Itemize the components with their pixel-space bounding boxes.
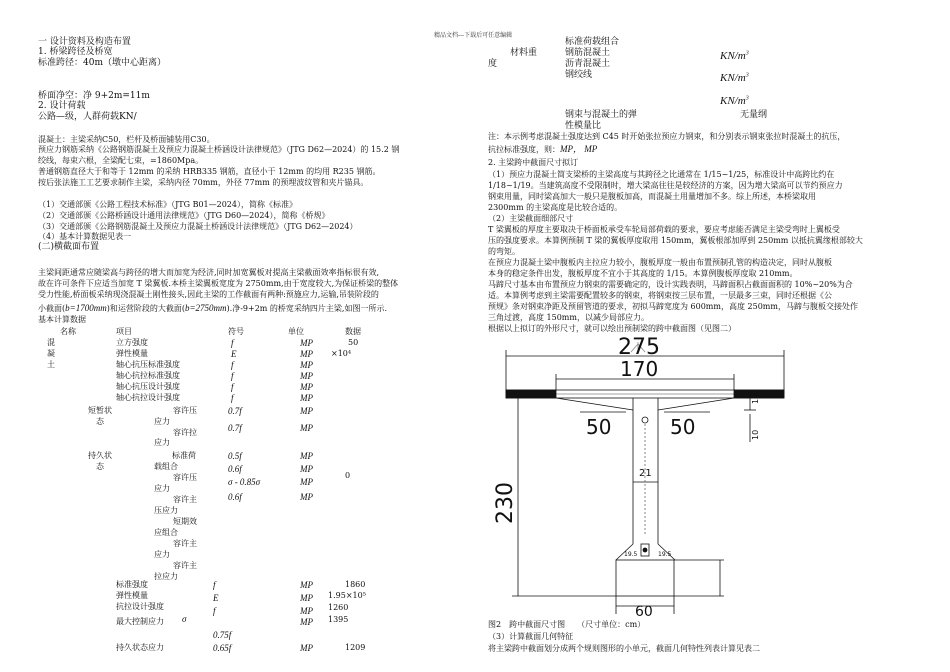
- text-line: 性模量比: [565, 121, 602, 131]
- value: 50: [348, 338, 359, 347]
- paragraph-line: [38, 303, 387, 314]
- unit: MP: [300, 606, 313, 616]
- table-caption: 基本计算数据: [38, 315, 86, 324]
- dim-19-5-right: 19.5: [658, 551, 672, 558]
- subsection-title: 2. 主梁跨中截面尺寸拟订: [488, 158, 579, 167]
- paragraph-line: 适。本算例考虑到主梁需要配置较多的钢束，将钢束按三层布置，一层最多三束，同时还根据《公: [488, 291, 832, 300]
- category-label: 土: [47, 360, 55, 369]
- subsection-title: （2）主梁截面细部尺寸: [488, 214, 574, 223]
- symbol: 0.65f: [213, 643, 232, 653]
- section-title: 一 设计资料及构造布置: [38, 37, 131, 47]
- table-row: 抗拉设计强度: [116, 602, 164, 611]
- value: ×10⁴: [331, 349, 352, 358]
- symbol: f: [231, 338, 234, 348]
- note-line: 注：本示例考虑混凝土强度达到 C45 时开始张拉预应力钢束，和分别表示钢束张拉时混凝土的抗压，: [488, 132, 846, 141]
- paragraph-line: 压的强度要求。本算例预制 T 梁的翼板厚度取用 150mm，翼板根部加厚到 250mm 以抵抗翼缘根部较大: [488, 236, 863, 245]
- state-sub: 应力: [154, 550, 170, 559]
- subsection-title: 2. 设计荷载: [38, 101, 86, 111]
- table-row: 弹性模量: [116, 591, 148, 600]
- dim-50-right: 50: [670, 415, 696, 439]
- value: 1.95×10⁵: [328, 591, 366, 600]
- dim-50-left: 50: [586, 415, 612, 439]
- formula-b: b: [65, 303, 70, 313]
- symbol: σ - 0.85σ: [228, 477, 261, 487]
- reference-item: （2）交通部颁《公路桥涵设计通用法律规范》（JTG D60—2024），简称《桥规》: [38, 211, 330, 220]
- symbol: 0.75f: [213, 630, 232, 640]
- table-row: 轴心抗拉设计强度: [116, 393, 180, 402]
- table-row: 轴心抗压设计强度: [116, 382, 180, 391]
- formula-b: b: [184, 303, 190, 313]
- state-sub: 应力: [154, 484, 170, 493]
- table-row: 立方强度: [116, 338, 148, 347]
- symbol: f: [213, 606, 216, 616]
- paragraph-line: 预规》条对钢束净距及预留管道的要求，初拟马蹄宽度为 600mm，高度 250mm，马蹄与腹板交接处作: [488, 302, 858, 311]
- symbol: f: [231, 382, 234, 392]
- reference-item: （1）交通部颁《公路工程技术标准》（JTG B01—2024），简称《标准》: [38, 200, 297, 209]
- t-beam-section-figure: [488, 334, 788, 618]
- paragraph-line: 1/18~1/19。当建筑高度不受限制时，增大梁高往往是较经济的方案，因为增大梁高可以节约预应力: [488, 181, 843, 190]
- symbol: 0.6f: [228, 464, 242, 474]
- text-line: 混凝土：主梁采纳C50，栏杆及桥面铺装用C30。: [38, 135, 215, 144]
- symbol: f: [231, 360, 234, 370]
- symbol: 0.6f: [228, 492, 242, 502]
- paragraph-line: 的弯矩。: [488, 247, 520, 256]
- state-sub: 压应力: [154, 506, 178, 515]
- text-fragment: ).净-9+2m 的桥宽采纳四片主梁,如图一所示.: [226, 304, 387, 313]
- unit: MP: [300, 464, 313, 474]
- unit: MP: [300, 580, 313, 590]
- text-line: 按后张法施工工艺要求制作主梁，采纳内径 70mm，外径 77mm 的预埋波纹管和夹片锚具。: [38, 178, 369, 187]
- state-sub: 容许主: [173, 561, 197, 570]
- unit: MP: [300, 338, 313, 348]
- value: 1209: [345, 643, 366, 652]
- text-line: 普通钢筋直径大于和等于 12mm 的采纳 HRB335 钢筋，直径小于 12mm 的均用 R235 钢筋。: [38, 167, 381, 176]
- dim-10: 10: [751, 429, 760, 440]
- material: 钢筋混凝土: [565, 48, 611, 58]
- text-fragment: 小截面(: [38, 304, 66, 313]
- value: 1860: [345, 580, 366, 589]
- subsection-title: (二)横截面布置: [38, 242, 100, 252]
- unit: $KN/m^3$: [720, 95, 749, 107]
- text-line: 钢束与混凝土的弹: [565, 110, 638, 120]
- symbol: E: [231, 349, 237, 359]
- symbol: σ: [182, 614, 187, 624]
- table-header: 数据: [345, 327, 361, 336]
- symbol: f: [213, 580, 216, 590]
- state-sub: 短期效: [173, 517, 197, 526]
- unit: MP: [300, 406, 313, 416]
- unit: MP: [300, 492, 313, 502]
- paragraph-line: 马蹄尺寸基本由布置预应力钢束的需要确定的，设计实践表明，马蹄面积占截面面积的 10%~20%为合: [488, 280, 853, 289]
- text-line: 无量纲: [740, 110, 768, 120]
- text-line: 绞线，每束六根，全梁配七束，=1860Mpa。: [38, 156, 204, 165]
- material: 钢绞线: [565, 70, 593, 80]
- text-line: 标准荷载组合: [565, 37, 620, 47]
- dim-19-5-left: 19.5: [624, 551, 638, 558]
- subsection-title: 1. 桥梁跨径及桥宽: [38, 47, 113, 57]
- formula-value: =1700mm: [69, 303, 107, 313]
- value: 1260: [328, 603, 349, 612]
- state-sub: 容许压: [173, 406, 197, 415]
- state-sub: 应组合: [154, 528, 178, 537]
- symbol: f: [231, 371, 234, 381]
- state-sub: 容许压: [173, 473, 197, 482]
- figure-caption: 图2 跨中截面尺寸图 （尺寸单位：cm）: [488, 620, 646, 629]
- paragraph-line: 本身的稳定条件出发，腹板厚度不宜小于其高度的 1/15。本算例腹板厚度取 210mm。: [488, 269, 798, 278]
- paragraph-line: 钢束用量，同时梁高加大一般只是腹板加高，而混凝土用量增加不多。综上所述，本桥梁取用: [488, 192, 816, 201]
- paragraph-line: 在预应力混凝土梁中腹板内主拉应力较小，腹板厚度一般由布置预制孔管的构造决定，同时从腹板: [488, 258, 832, 267]
- state-sub: 应力: [154, 438, 170, 447]
- dim-15: 15: [751, 393, 760, 404]
- unit: MP: [300, 423, 313, 433]
- state-sub: 应力: [154, 417, 170, 426]
- state-sub: 容许主: [173, 539, 197, 548]
- note-line: 抗拉标准强度，则：MP， MP: [488, 144, 598, 154]
- unit: MP: [300, 451, 313, 461]
- unit: MP: [300, 393, 313, 403]
- value: 0: [345, 471, 351, 480]
- table-row: 轴心抗拉标准强度: [116, 371, 180, 380]
- symbol: 0.7f: [228, 423, 242, 433]
- unit: $KN/m^3$: [720, 50, 749, 62]
- page-header: 精品文档---下载后可任意编辑: [434, 32, 513, 39]
- table-row: 轴心抗压标准强度: [116, 360, 180, 369]
- symbol: 0.7f: [228, 406, 242, 416]
- state-sub: 拉应力: [154, 572, 178, 581]
- table-row: 最大控制应力: [116, 617, 164, 626]
- paragraph-line: 受力性能,桥面板采纳现浇混凝土刚性接头,因此主梁的工作截面有两种:预施应力,运输,吊装阶段的: [38, 290, 379, 299]
- dim-60: 60: [635, 604, 653, 618]
- text-line: 度: [488, 59, 498, 69]
- unit: MP: [300, 371, 313, 381]
- paragraph-line: 故在许可条件下应适当加宽 T 梁翼板.本桥主梁翼板宽度为 2750mm,由于宽度较大,为保证桥梁的整体: [38, 279, 399, 288]
- unit: MP: [300, 643, 313, 653]
- text-line: 标准跨径：40m（墩中心距离）: [38, 58, 166, 68]
- state-sub: 容许主: [173, 495, 197, 504]
- state-sub: 标准荷: [172, 451, 196, 460]
- category-label: 凝: [47, 349, 55, 358]
- table-row: 弹性模量: [116, 349, 148, 358]
- unit: MP: [300, 360, 313, 370]
- material: 沥青混凝土: [565, 59, 611, 69]
- table-header: 项目: [116, 327, 132, 336]
- subsection-title: （3）计算截面几何特征: [488, 632, 574, 641]
- state-label: 态: [96, 462, 104, 471]
- dim-21: 21: [639, 468, 652, 479]
- table-row: 持久状态应力: [116, 643, 164, 652]
- unit: MP: [300, 593, 313, 603]
- dim-275: 275: [618, 335, 660, 360]
- text-line: 材料重: [510, 48, 538, 58]
- unit: MP: [300, 617, 313, 627]
- reference-item: （3）交通部颁《公路钢筋混凝土及预应力混凝土桥涵设计法律规范》（JTG D62—2024）: [38, 222, 358, 231]
- paragraph-line: T 梁翼板的厚度主要取决于桥面板承受车轮局部荷载的要求，要应考虑能否满足主梁受弯时上翼板受: [488, 225, 840, 234]
- paragraph-line: 三角过渡，高度 150mm，以减少局部应力。: [488, 313, 649, 322]
- table-row: 标准强度: [116, 580, 148, 589]
- symbol: 0.5f: [228, 451, 242, 461]
- formula-value: =2750mm: [189, 303, 227, 313]
- dim-230: 230: [493, 482, 518, 524]
- unit: MP: [300, 349, 313, 359]
- unit: MP: [300, 477, 313, 487]
- table-header: 单位: [288, 327, 304, 336]
- unit: $KN/m^3$: [720, 72, 749, 84]
- text-fragment: )和运营阶段的大截面(: [106, 304, 185, 313]
- state-label: 短暂状: [88, 406, 112, 415]
- paragraph-line: 2300mm 的主梁高度是比较合适的。: [488, 203, 623, 212]
- paragraph-line: 将主梁跨中截面划分成两个规则图形的小单元，截面几何特性列表计算见表二: [488, 644, 760, 653]
- symbol: E: [213, 593, 219, 603]
- table-header: 符号: [228, 327, 244, 336]
- state-sub: 容许拉: [173, 428, 197, 437]
- paragraph-line: 主梁间距通常应随梁高与跨径的增大而加宽为经济,同时加宽翼板对提高主梁截面效率指标很有效,: [38, 268, 380, 277]
- paragraph-line: 根据以上拟订的外形尺寸，就可以绘出预制梁的跨中截面图（见图二）: [488, 324, 736, 333]
- symbol: f: [231, 393, 234, 403]
- unit: MP: [300, 382, 313, 392]
- state-label: 态: [96, 417, 104, 426]
- dim-170: 170: [620, 357, 659, 381]
- text-line: 公路—级，人群荷载KN/: [38, 112, 137, 122]
- category-label: 混: [47, 338, 55, 347]
- text-line: 预应力钢筋采纳《公路钢筋混凝土及预应力混凝土桥涵设计法律规范》（JTG D62—2024）的 15.2 钢: [38, 145, 400, 154]
- text-line: 桥面净空：净 9+2m=11m: [38, 91, 150, 101]
- paragraph-line: （1）预应力混凝土简支梁桥的主梁高度与其跨径之比通常在 1/15~1/25，标准设计中高跨比约在: [488, 170, 835, 179]
- table-header: 名称: [60, 327, 76, 336]
- value: 1395: [328, 615, 349, 624]
- state-label: 持久状: [88, 451, 112, 460]
- state-sub: 载组合: [154, 462, 178, 471]
- reference-item: （4）基本计算数据见表一: [38, 232, 132, 241]
